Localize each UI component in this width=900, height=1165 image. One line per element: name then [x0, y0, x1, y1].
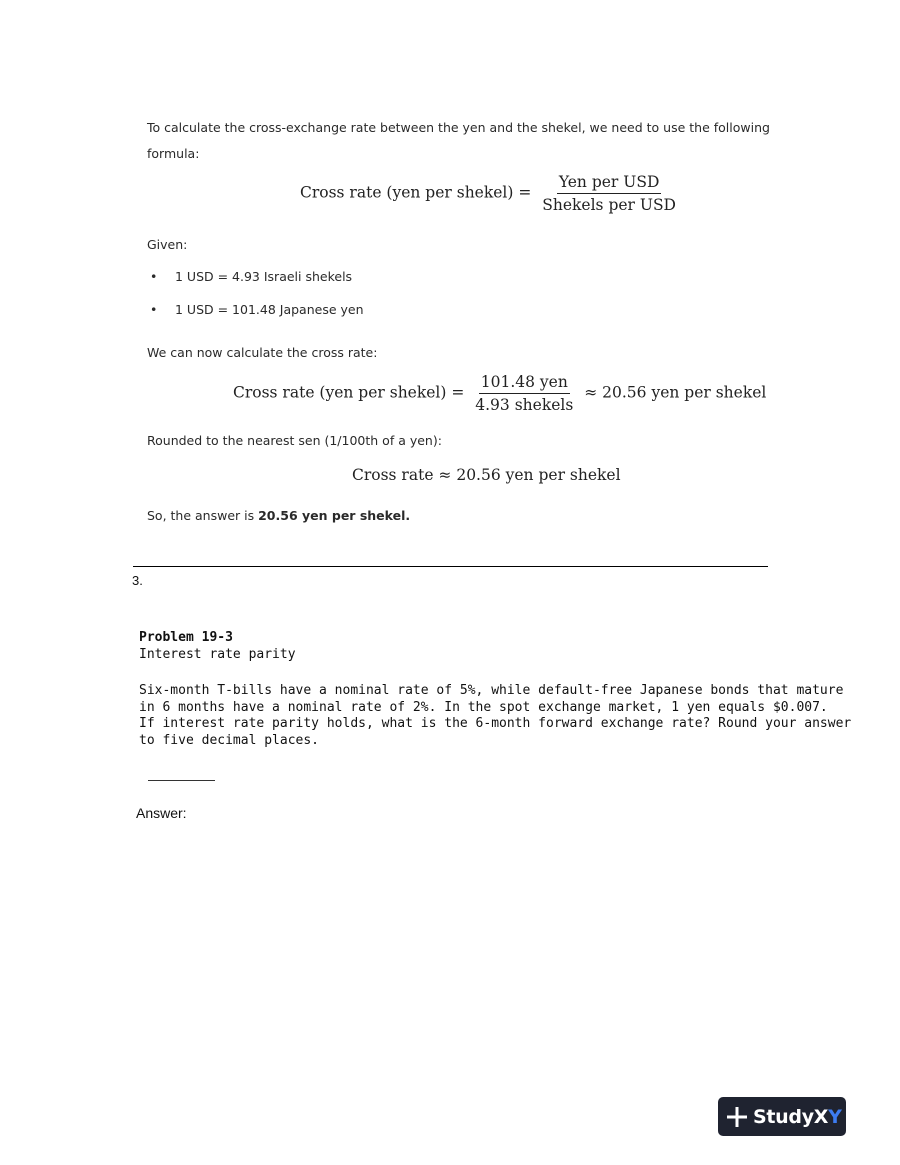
problem-text-line: Six-month T-bills have a nominal rate of 5%, while default-free Japanese bonds that mature [139, 683, 844, 698]
logo-text-accent: Y [828, 1105, 842, 1128]
conclusion-answer: 20.56 yen per shekel. [258, 508, 411, 523]
question-number: 3. [132, 573, 143, 588]
bullet-icon: • [150, 269, 158, 284]
problem-title: Problem 19-3 [139, 630, 233, 645]
conclusion [147, 508, 410, 523]
formula-fraction [473, 373, 575, 414]
answer-blank[interactable] [148, 780, 215, 781]
given-item-1 [150, 269, 352, 284]
problem-text-line: to five decimal places. [139, 732, 320, 748]
bullet-icon: • [150, 302, 158, 317]
plus-icon [726, 1106, 748, 1128]
formula-numerator: Yen per USD [557, 173, 662, 194]
intro-line-2: formula: [147, 146, 200, 161]
studyxy-logo [718, 1097, 846, 1136]
formula-lhs: Cross rate (yen per shekel) = [300, 183, 532, 202]
calc-intro: We can now calculate the cross rate: [147, 345, 378, 360]
formula-fraction [540, 173, 678, 214]
problem-text-line: in 6 months have a nominal rate of 2%. In the spot exchange market, 1 yen equals $0.007. [139, 699, 828, 715]
given-item-text: 1 USD = 101.48 Japanese yen [175, 302, 364, 317]
formula-denominator: 4.93 shekels [475, 396, 574, 414]
intro-line-1: To calculate the cross-exchange rate between the yen and the shekel, we need to use the following [147, 120, 770, 135]
rounded-text: Rounded to the nearest sen (1/100th of a yen): [147, 433, 442, 448]
formula-result: Cross rate ≈ 20.56 yen per shekel [352, 466, 621, 484]
conclusion-prefix: So, the answer is [147, 508, 259, 523]
formula-cross-rate [300, 173, 682, 214]
problem-subtitle: Interest rate parity [139, 647, 296, 662]
given-heading: Given: [147, 237, 188, 252]
logo-text: StudyX [753, 1105, 829, 1128]
given-item-text: 1 USD = 4.93 Israeli shekels [175, 269, 353, 284]
answer-label: Answer: [136, 805, 187, 821]
formula-denominator: Shekels per USD [542, 196, 676, 214]
problem-text [139, 683, 851, 749]
formula-rhs: ≈ 20.56 yen per shekel [584, 383, 767, 402]
problem-text-line: If interest rate parity holds, what is the 6-month forward exchange rate? Round your answer [139, 716, 852, 731]
formula-numerator: 101.48 yen [479, 373, 570, 394]
given-item-2 [150, 302, 364, 317]
formula-calculation [233, 373, 766, 414]
formula-lhs: Cross rate (yen per shekel) = [233, 383, 465, 402]
section-divider [133, 566, 768, 567]
